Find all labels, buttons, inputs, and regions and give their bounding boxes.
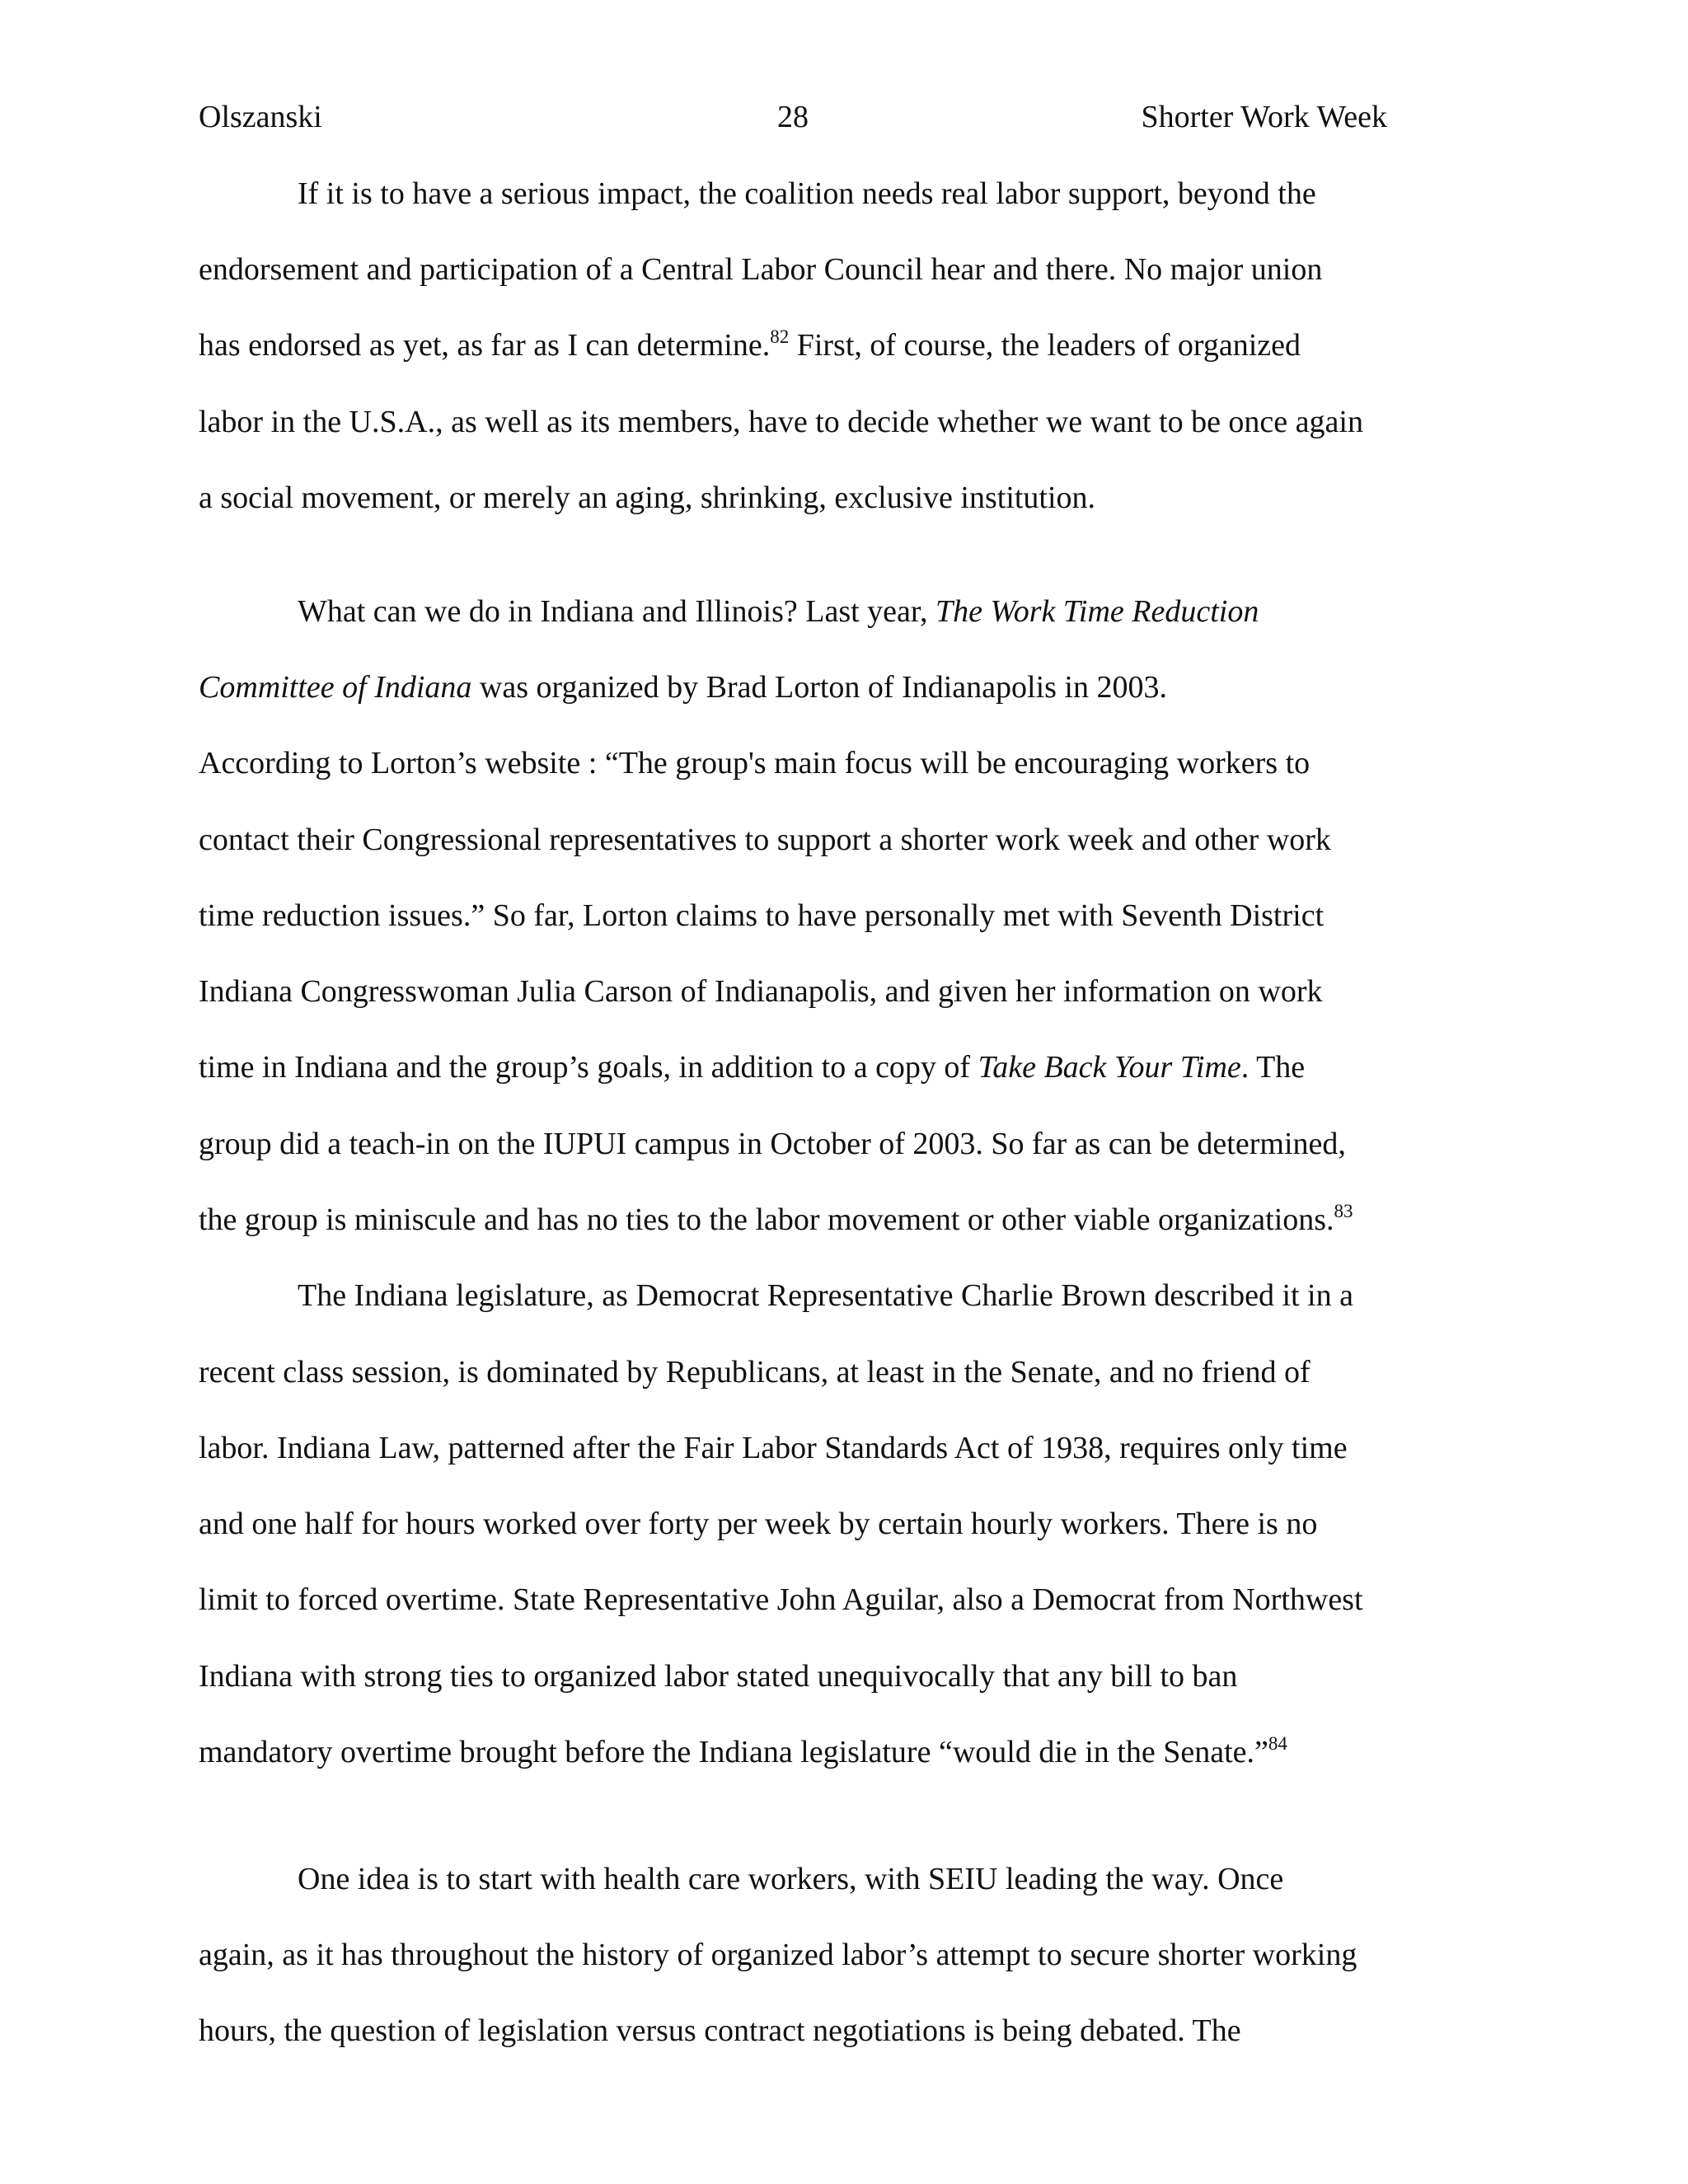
- header-author: Olszanski: [199, 100, 322, 134]
- text-line: According to Lorton’s website : “The group's main focus will be encouraging workers to: [199, 746, 1311, 780]
- page-header: [199, 97, 1387, 137]
- italic-title: Committee of Indiana: [199, 670, 472, 705]
- text-line: [199, 326, 1427, 365]
- footnote-ref-83: 83: [1334, 1201, 1353, 1221]
- text-line: group did a teach-in on the IUPUI campus in October of 2003. So far as can be determined,: [199, 1127, 1346, 1161]
- header-running-title: Shorter Work Week: [1141, 100, 1387, 134]
- text-line: a social movement, or merely an aging, shrinking, exclusive institution.: [199, 480, 1096, 515]
- text-line: [199, 1732, 1427, 1772]
- text-span: . The: [1240, 1050, 1306, 1085]
- text-span: First, of course, the leaders of organized: [789, 328, 1301, 363]
- text-line: time reduction issues.” So far, Lorton claims to have personally met with Seventh District: [199, 898, 1325, 933]
- text-line: One idea is to start with health care workers, with SEIU leading the way. Once: [298, 1862, 1284, 1896]
- italic-title: Take Back Your Time: [978, 1050, 1241, 1085]
- text-line: [199, 1047, 1427, 1087]
- text-line: If it is to have a serious impact, the coalition needs real labor support, beyond the: [298, 176, 1316, 211]
- text-line: recent class session, is dominated by Republicans, at least in the Senate, and no friend of: [199, 1355, 1311, 1390]
- text-line: contact their Congressional representatives to support a shorter work week and other work: [199, 823, 1331, 857]
- text-span: the group is miniscule and has no ties to the labor movement or other viable organizations.: [199, 1202, 1334, 1237]
- text-line: [199, 668, 1427, 707]
- text-line: [298, 592, 1526, 631]
- text-span: What can we do in Indiana and Illinois? Last year,: [298, 594, 936, 629]
- text-span: time in Indiana and the group’s goals, in addition to a copy of: [199, 1050, 978, 1085]
- text-line: [199, 1200, 1427, 1240]
- italic-title: The Work Time Reduction: [935, 594, 1259, 629]
- text-line: labor in the U.S.A., as well as its members, have to decide whether we want to be once again: [199, 405, 1363, 439]
- text-line: labor. Indiana Law, patterned after the Fair Labor Standards Act of 1938, requires only time: [199, 1431, 1348, 1465]
- text-line: and one half for hours worked over forty per week by certain hourly workers. There is no: [199, 1507, 1318, 1541]
- text-line: Indiana with strong ties to organized labor stated unequivocally that any bill to ban: [199, 1659, 1238, 1694]
- text-line: Indiana Congresswoman Julia Carson of Indianapolis, and given her information on work: [199, 974, 1323, 1009]
- text-line: The Indiana legislature, as Democrat Representative Charlie Brown described it in a: [298, 1278, 1353, 1313]
- footnote-ref-82: 82: [770, 326, 790, 347]
- header-page-number: 28: [777, 100, 809, 134]
- text-line: again, as it has throughout the history of organized labor’s attempt to secure shorter working: [199, 1938, 1357, 1972]
- text-span: has endorsed as yet, as far as I can determine.: [199, 328, 771, 363]
- text-span: was organized by Brad Lorton of Indianapolis in 2003.: [471, 670, 1167, 705]
- footnote-ref-84: 84: [1268, 1733, 1287, 1754]
- text-line: hours, the question of legislation versus contract negotiations is being debated. The: [199, 2013, 1241, 2048]
- text-span: mandatory overtime brought before the Indiana legislature “would die in the Senate.”: [199, 1735, 1268, 1769]
- text-line: endorsement and participation of a Central Labor Council hear and there. No major union: [199, 252, 1323, 287]
- text-line: limit to forced overtime. State Representative John Aguilar, also a Democrat from Northwest: [199, 1582, 1363, 1617]
